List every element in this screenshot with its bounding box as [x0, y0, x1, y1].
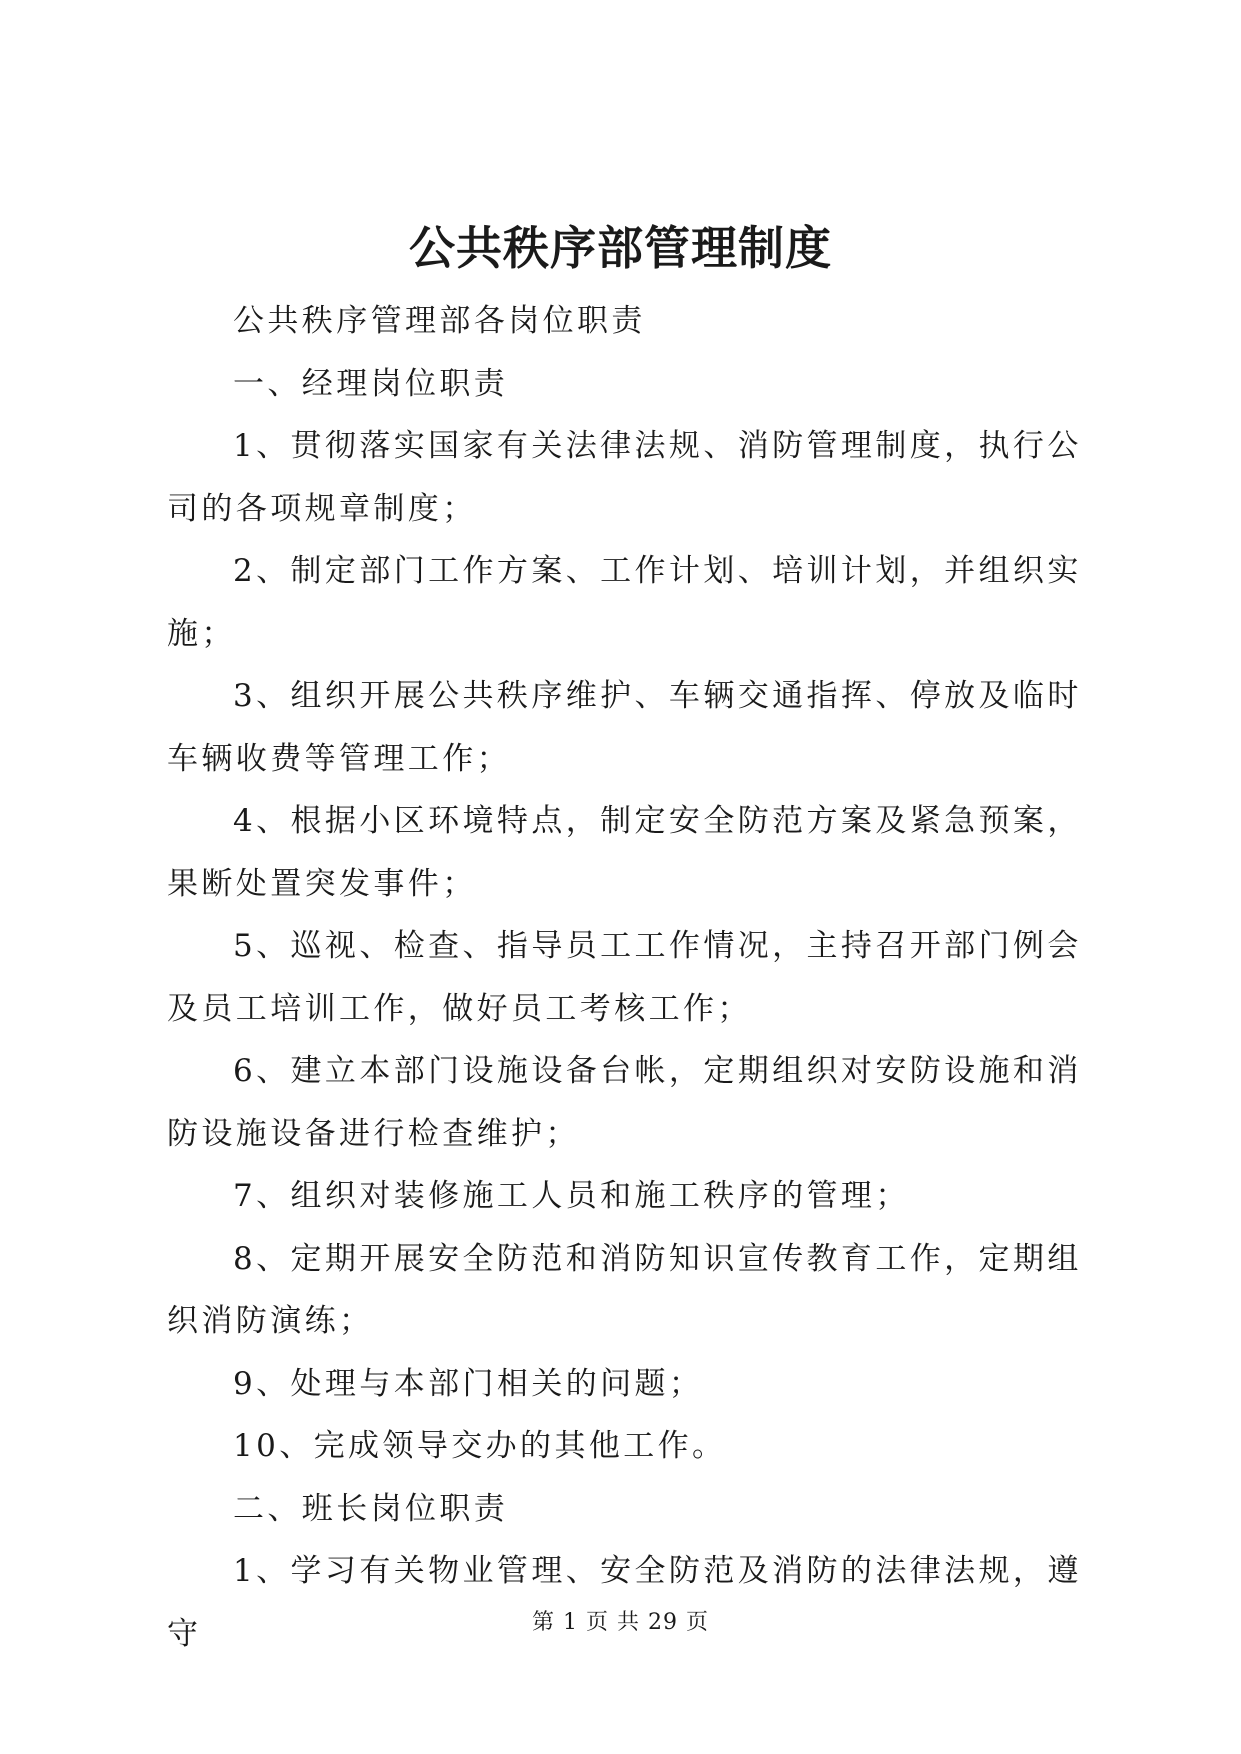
list-item: 1、贯彻落实国家有关法律法规、消防管理制度，执行公司的各项规章制度；	[167, 428, 1082, 527]
list-item: 2、制定部门工作方案、工作计划、培训计划，并组织实施；	[167, 553, 1082, 652]
document-body	[167, 290, 1083, 1665]
section-heading: 一、经理岗位职责	[233, 365, 509, 402]
list-item: 6、建立本部门设施设备台帐，定期组织对安防设施和消防设施设备进行检查维护；	[167, 1053, 1082, 1152]
document-title: 公共秩序部管理制度	[409, 221, 832, 275]
section-heading: 二、班长岗位职责	[233, 1490, 509, 1527]
list-item: 5、巡视、检查、指导员工工作情况，主持召开部门例会及员工培训工作，做好员工考核工作；	[167, 928, 1082, 1027]
list-item: 1、学习有关物业管理、安全防范及消防的法律法规，遵守	[167, 1553, 1082, 1652]
list-item: 9、处理与本部门相关的问题；	[233, 1365, 704, 1402]
list-item: 7、组织对装修施工人员和施工秩序的管理；	[233, 1178, 910, 1214]
paragraph: 公共秩序管理部各岗位职责	[233, 303, 646, 339]
list-item: 8、定期开展安全防范和消防知识宣传教育工作，定期组织消防演练；	[167, 1240, 1082, 1339]
list-item: 3、组织开展公共秩序维护、车辆交通指挥、停放及临时车辆收费等管理工作；	[167, 678, 1082, 777]
list-item: 4、根据小区环境特点，制定安全防范方案及紧急预案，果断处置突发事件；	[167, 803, 1082, 902]
page-footer: 第 1 页 共 29 页	[532, 1610, 709, 1635]
list-item: 10、完成领导交办的其他工作。	[233, 1428, 727, 1464]
